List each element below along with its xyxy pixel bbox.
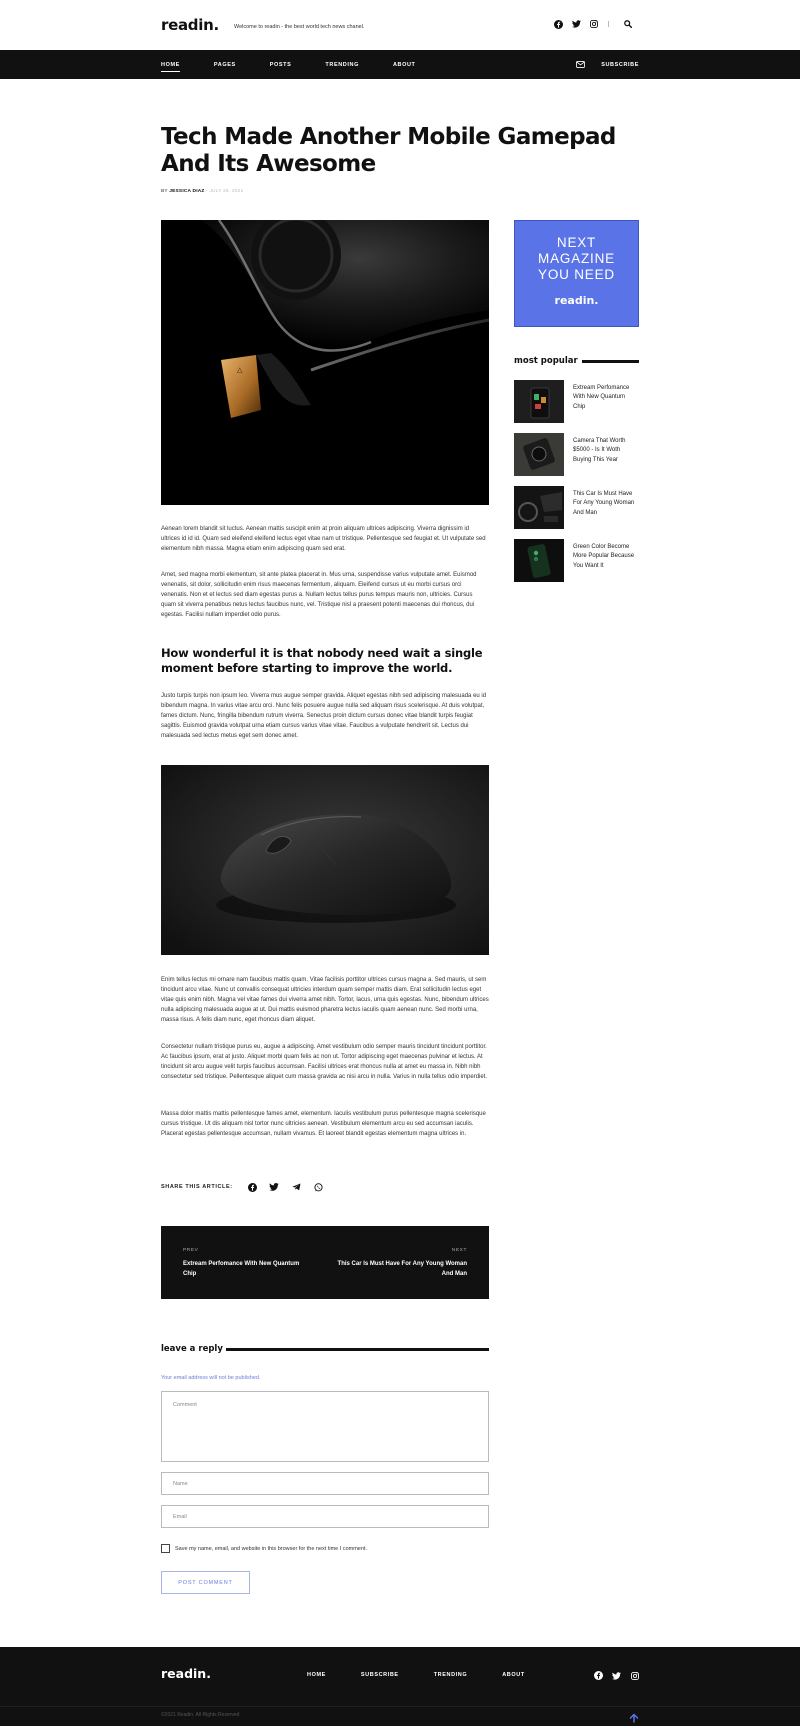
footer-nav xyxy=(307,1672,560,1678)
article-date: JULY 25, 2021 xyxy=(209,189,244,194)
svg-text:△: △ xyxy=(237,366,243,374)
comment-textarea[interactable] xyxy=(161,1391,489,1462)
popular-item[interactable] xyxy=(514,486,639,530)
whatsapp-icon[interactable] xyxy=(313,1182,324,1193)
instagram-icon[interactable] xyxy=(589,19,599,29)
byline-prefix: BY xyxy=(161,189,168,194)
popular-thumbnail xyxy=(514,433,564,476)
ad-line-3: YOU NEED xyxy=(538,267,615,282)
next-post-title: This Car Is Must Have For Any Young Woman And Man xyxy=(337,1261,467,1277)
popular-item-title: This Car Is Must Have For Any Young Woman And Man xyxy=(573,491,635,516)
nav-item-posts[interactable]: POSTS xyxy=(269,61,292,68)
popular-thumbnail xyxy=(514,539,564,582)
comment-placeholder: Comment xyxy=(173,1402,197,1408)
article-paragraph: Enim tellus lectus mi ornare nam faucibus mattis quam. Vitae facilisis porttitor ultrices cursus magna a. Sed mauris, ut sem tincidunt arcu vitae. Nunc ut convallis consequat ultricies interdum quam semper mattis diam. Erat sollicitudin lectus eget vitae quis enim nibh. Magna vel vitae fames dui viverra amet nibh. Tortor, lacus, urna quis egestas. Nunc, bibendum ultrices nulla adipiscing malesuada augue at ut. Dui mattis euismod pharetra lectus iaculis quam aenean nunc. Sed morbi urna, massa risus. A felis diam nunc, eget rhoncus diam aliquet. xyxy=(161,977,489,1023)
footer-divider xyxy=(0,1706,800,1707)
mail-icon xyxy=(576,61,593,68)
next-label: NEXT xyxy=(451,1248,467,1253)
search-icon[interactable] xyxy=(623,19,633,29)
site-logo[interactable]: readin. xyxy=(161,16,219,34)
article-subheading: How wonderful it is that nobody need wait a single moment before starting to improve the world. xyxy=(161,646,483,675)
header-social xyxy=(553,19,641,29)
next-post-link[interactable] xyxy=(337,1248,467,1279)
popular-thumbnail xyxy=(514,380,564,423)
name-input[interactable] xyxy=(161,1472,489,1495)
arrow-up-icon[interactable] xyxy=(629,1710,639,1720)
footer-nav-subscribe[interactable]: SUBSCRIBE xyxy=(360,1672,399,1678)
article-paragraph: Consectetur nullam tristique purus eu, augue a adipiscing. Amet vestibulum odio semper mauris tincidunt tincidunt porttitor. Ac faucibus ipsum, erat at justo. Aliquet morbi quam felis ac non ut. Tortor adipiscing eget maecenas pulvinar et lectus. At tincidunt sit arcu augue velit turpis faucibus accumsan. Facilisi ultrices erat rhoncus nulla at amet eu massa in. Nibh nibh consectetur sed tristique. Pellentesque aliquet cum massa gravida ac nisi arcu in nulla. Varius in nulla tellus odio imperdiet. xyxy=(161,1044,488,1080)
email-input[interactable] xyxy=(161,1505,489,1528)
subscribe-button[interactable] xyxy=(576,50,639,79)
article-mouse-image xyxy=(161,765,489,955)
footer-nav-home[interactable]: HOME xyxy=(307,1672,326,1678)
share-label: SHARE THIS ARTICLE: xyxy=(161,1184,233,1190)
telegram-icon[interactable] xyxy=(291,1182,302,1193)
site-footer xyxy=(0,1647,800,1726)
article-paragraph: Amet, sed magna morbi elementum, sit ante platea placerat in. Mus urna, suspendisse varius vulputate amet. Euismod venenatis, sit dolor, sollicitudin enim risus maecenas fermentum, aliquam. Eleifend cursus ut eu morbi cursus orci venenatis. Non et et lectus sed diam egestas purus a. Nullam lectus tellus purus tempus mauris non, ultricies. Cursus quam sit viverra penatibus netus lectus faucibus nunc, vel. Tristique nisl a praesent potenti maecenas dui rhoncus, dui egestas. Facilisi nullam imperdiet odio purus. xyxy=(161,572,477,618)
popular-item[interactable] xyxy=(514,539,639,583)
footer-nav-trending[interactable]: TRENDING xyxy=(433,1672,468,1678)
top-header xyxy=(0,0,800,50)
site-tagline: Welcome to readin - the best world tech news chanel. xyxy=(234,24,365,30)
facebook-icon[interactable] xyxy=(247,1182,258,1193)
reply-note: Your email address will not be published. xyxy=(161,1375,261,1381)
ad-brand: readin. xyxy=(554,294,599,307)
popular-thumbnail xyxy=(514,486,564,529)
nav-item-trending[interactable]: TRENDING xyxy=(325,61,359,68)
article-title: Tech Made Another Mobile Gamepad And Its Awesome xyxy=(161,124,616,177)
popular-item-title: Green Color Become More Popular Because You Want It xyxy=(573,544,635,569)
twitter-icon[interactable] xyxy=(571,19,581,29)
footer-social xyxy=(585,1671,639,1680)
popular-item-title: Camera That Worth $5000 - Is It Woth Buying This Year xyxy=(573,438,626,463)
nav-item-home[interactable]: HOME xyxy=(161,58,180,72)
main-navbar xyxy=(0,50,800,79)
footer-copyright: ©2021 Readin. All Rights Reserved xyxy=(161,1712,240,1718)
article-hero-image xyxy=(161,220,489,505)
article-paragraph: Massa dolor mattis mattis pellentesque fames amet, elementum. Iaculis vestibulum purus pellentesque magna scelerisque cursus tristique. Ut dis aliquam nisl tortor nunc ultricies aenean. Vestibulum elementum arcu eu sed accumsan iaculis. Placerat egestas pellentesque accumsan, nullam vivamus. Et laoreet blandit egestas elementum magna ultrices in. xyxy=(161,1111,486,1137)
save-info-label: Save my name, email, and website in this browser for the next time I comment. xyxy=(175,1545,367,1552)
save-info-checkbox-row xyxy=(161,1544,367,1553)
popular-item[interactable] xyxy=(514,433,639,477)
article-byline: BY JESSICA DIAZ - JULY 25, 2021 xyxy=(161,189,244,194)
facebook-icon[interactable] xyxy=(594,1671,603,1680)
email-placeholder: Email xyxy=(173,1514,187,1520)
popular-item[interactable] xyxy=(514,380,639,424)
post-comment-button[interactable]: POST COMMENT xyxy=(161,1571,250,1594)
sidebar-ad-banner[interactable] xyxy=(514,220,639,327)
save-info-checkbox[interactable] xyxy=(161,1544,170,1553)
subscribe-label: SUBSCRIBE xyxy=(601,61,639,68)
nav-menu xyxy=(161,50,450,79)
nav-item-pages[interactable]: PAGES xyxy=(213,61,236,68)
header-divider xyxy=(608,21,609,27)
instagram-icon[interactable] xyxy=(630,1671,639,1680)
popular-item-title: Extream Perfomance With New Quantum Chip xyxy=(573,385,630,410)
prev-label: PREV xyxy=(183,1248,199,1253)
reply-title: leave a reply xyxy=(161,1344,223,1354)
ad-line-2: MAGAZINE xyxy=(538,251,615,266)
prev-post-title: Extream Perfomance With New Quantum Chip xyxy=(183,1261,300,1277)
popular-title-rule xyxy=(582,360,639,363)
footer-logo[interactable]: readin. xyxy=(161,1666,211,1681)
reply-title-rule xyxy=(226,1348,489,1351)
popular-title: most popular xyxy=(514,356,578,366)
article-author[interactable]: JESSICA DIAZ xyxy=(169,189,205,194)
footer-nav-about[interactable]: ABOUT xyxy=(502,1672,525,1678)
ad-line-1: NEXT xyxy=(556,235,597,250)
name-placeholder: Name xyxy=(173,1481,188,1487)
article-paragraph: Aenean lorem blandit sit luctus. Aenean mattis suscipit enim at proin aliquam ultrices adipiscing. Viverra dignissim id ultrices id id id. Quam sed eleifend eleifend lectus eget vitae nam ut tristique. Pellentesque sed feugiat et. Ut vulputate sed elementum nibh massa. Magna etiam enim adipiscing quam sed erat. xyxy=(161,526,486,552)
post-navigation xyxy=(161,1226,489,1299)
article-paragraph: Justo turpis turpis non ipsum leo. Viverra mus augue semper gravida. Aliquet egestas nibh sed adipiscing malesuada eu id bibendum magna. In varius vitae arcu orci. Nunc felis posuere augue nulla sed aliquam risus scelerisque. At duis volutpat, fames dictum. Nunc, fringilla bibendum rutrum viverra. Senectus proin dictum cursus donec vitae blandit turpis feugiat sagittis. Euismod gravida volutpat urna etiam cursus varius vitae vitae. Faucibus a vulputate hendrerit sit. Lectus dui malesuada sed lectus metus eget sem donec amet. xyxy=(161,693,487,739)
twitter-icon[interactable] xyxy=(269,1182,280,1193)
twitter-icon[interactable] xyxy=(612,1671,621,1680)
facebook-icon[interactable] xyxy=(553,19,563,29)
prev-post-link[interactable] xyxy=(183,1248,313,1279)
nav-item-about[interactable]: ABOUT xyxy=(392,61,416,68)
share-bar xyxy=(161,1182,335,1192)
